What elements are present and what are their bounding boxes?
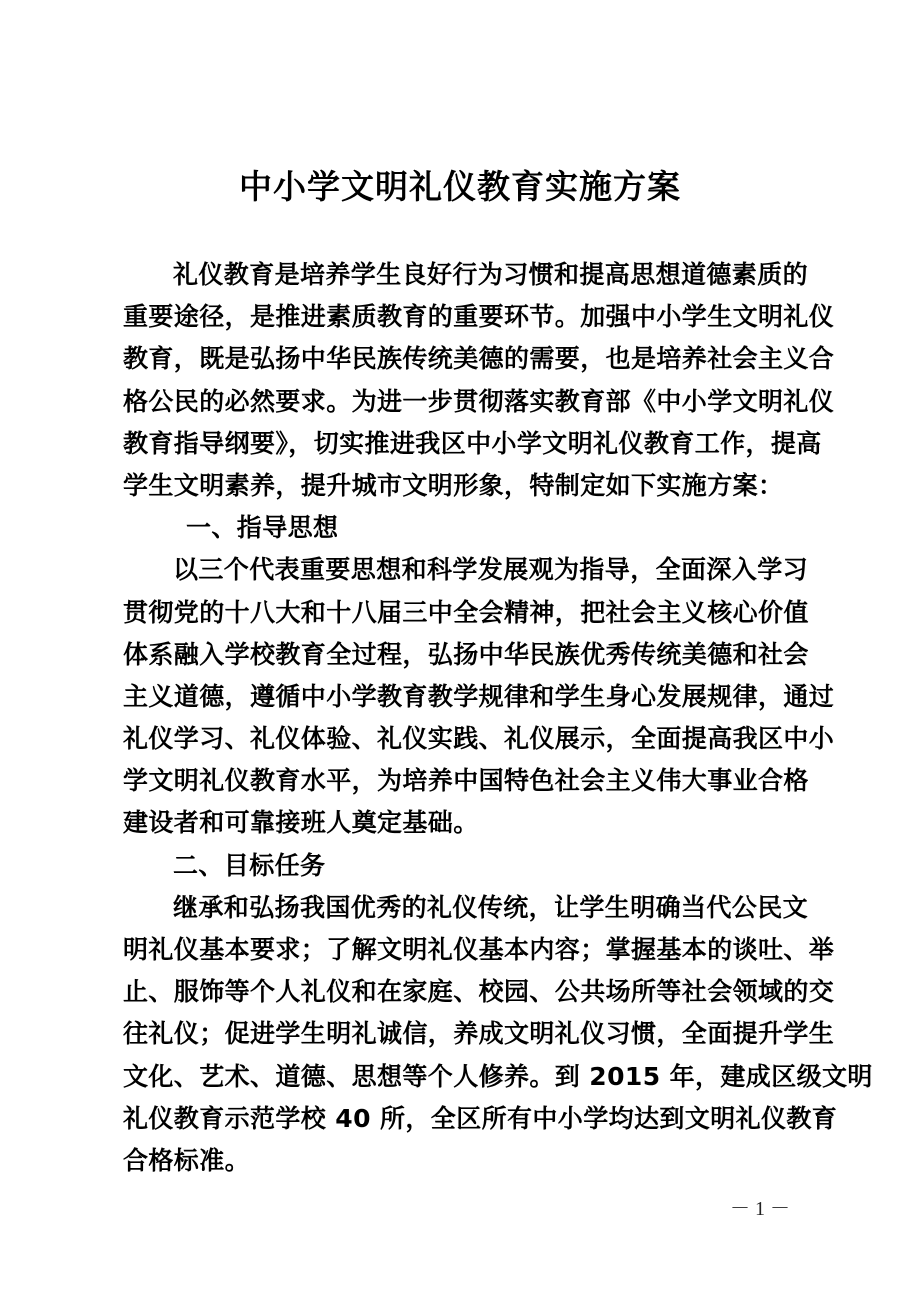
goals-tasks-paragraph-line: 继承和弘扬我国优秀的礼仪传统，让学生明确当代公民文 <box>173 892 809 922</box>
intro-paragraph-line: 礼仪教育是培养学生良好行为习惯和提高思想道德素质的 <box>173 260 809 289</box>
document-title: 中小学文明礼仪教育实施方案 <box>239 167 681 206</box>
intro-paragraph-line: 学生文明素养，提升城市文明形象，特制定如下实施方案： <box>123 470 784 500</box>
goals-tasks-paragraph-line: 止、服饰等个人礼仪和在家庭、校园、公共场所等社会领域的交 <box>123 977 835 1007</box>
guiding-ideology-paragraph-line: 体系融入学校教育全过程，弘扬中华民族优秀传统美德和社会 <box>123 639 809 669</box>
guiding-ideology-paragraph-line: 礼仪学习、礼仪体验、礼仪实践、礼仪展示，全面提高我区中小 <box>123 724 835 754</box>
guiding-ideology-paragraph-line: 贯彻党的十八大和十八届三中全会精神，把社会主义核心价值 <box>123 597 809 627</box>
intro-paragraph-line: 教育指导纲要》，切实推进我区中小学文明礼仪教育工作，提高 <box>123 428 822 458</box>
intro-paragraph-line: 教育，既是弘扬中华民族传统美德的需要，也是培养社会主义合 <box>123 344 835 374</box>
goals-tasks-paragraph-line: 往礼仪；促进学生明礼诚信，养成文明礼仪习惯，全面提升学生 <box>123 1019 835 1049</box>
goals-tasks-paragraph-line: 礼仪教育示范学校 40 所，全区所有中小学均达到文明礼仪教育 <box>123 1103 838 1133</box>
intro-paragraph-line: 格公民的必然要求。为进一步贯彻落实教育部《中小学文明礼仪 <box>123 386 835 416</box>
section-heading-guiding-ideology: 一、指导思想 <box>186 513 339 543</box>
guiding-ideology-paragraph-line: 学文明礼仪教育水平，为培养中国特色社会主义伟大事业合格 <box>123 766 809 796</box>
guiding-ideology-paragraph-line: 以三个代表重要思想和科学发展观为指导，全面深入学习 <box>173 555 809 585</box>
section-heading-goals-tasks: 二、目标任务 <box>173 850 326 880</box>
goals-tasks-paragraph-line: 文化、艺术、道德、思想等个人修养。到 2015 年，建成区级文明 <box>123 1061 873 1091</box>
page-number: － 1 － <box>730 1198 790 1220</box>
goals-tasks-paragraph-line: 明礼仪基本要求；了解文明礼仪基本内容；掌握基本的谈吐、举 <box>123 935 835 964</box>
guiding-ideology-paragraph-line: 主义道德，遵循中小学教育教学规律和学生身心发展规律，通过 <box>123 681 835 711</box>
document-body <box>123 254 873 1182</box>
intro-paragraph-line: 重要途径，是推进素质教育的重要环节。加强中小学生文明礼仪 <box>123 302 835 332</box>
guiding-ideology-paragraph-line: 建设者和可靠接班人奠定基础。 <box>123 808 479 838</box>
goals-tasks-paragraph-line: 合格标准。 <box>123 1145 251 1175</box>
